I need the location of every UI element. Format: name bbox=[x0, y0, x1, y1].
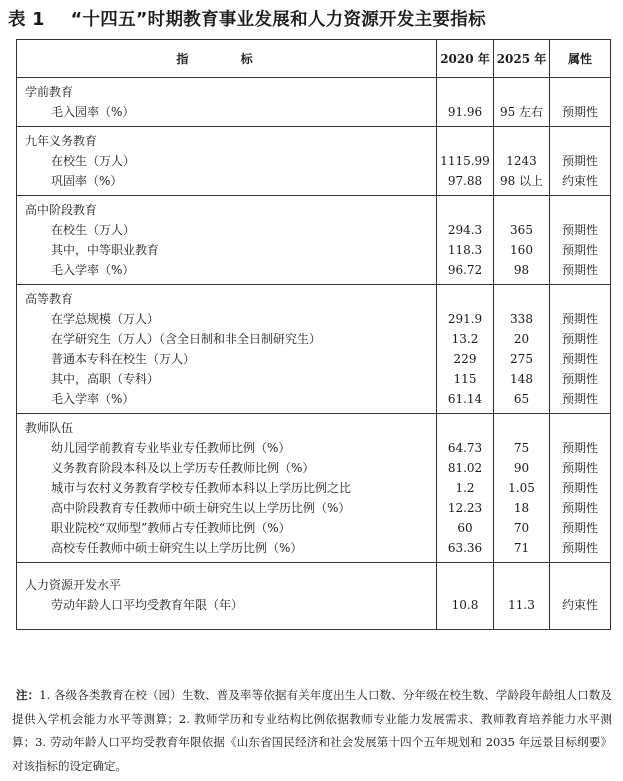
value-2025: 98 以上 bbox=[499, 174, 544, 188]
value-2020: 12.23 bbox=[447, 501, 483, 515]
value-2020: 63.36 bbox=[447, 541, 483, 555]
indicator-attribute: 预期性 bbox=[561, 461, 598, 475]
spacer bbox=[550, 200, 610, 220]
spacer bbox=[550, 289, 610, 309]
value-2025: 365 bbox=[510, 223, 533, 237]
value-2020: 291.9 bbox=[447, 312, 483, 326]
indicator-attribute: 预期性 bbox=[561, 481, 598, 495]
table-body bbox=[17, 78, 611, 630]
value-2020: 118.3 bbox=[447, 243, 483, 257]
indicator-cell bbox=[17, 196, 437, 285]
indicator-label: 幼儿园学前教育专业毕业专任教师比例（%） bbox=[51, 441, 291, 455]
value-2025: 75 bbox=[513, 441, 530, 455]
indicator-label: 其中，高职（专科） bbox=[51, 372, 160, 386]
value-2020-cell bbox=[437, 127, 494, 196]
table-note bbox=[12, 684, 612, 778]
attribute-cell bbox=[550, 127, 611, 196]
value-2025-cell bbox=[494, 285, 550, 414]
indicator-label: 义务教育阶段本科及以上学历专任教师比例（%） bbox=[51, 461, 315, 475]
section-title: 人力资源开发水平 bbox=[25, 578, 122, 592]
value-2020: 61.14 bbox=[447, 392, 483, 406]
value-2025: 70 bbox=[513, 521, 530, 535]
indicator-attribute: 预期性 bbox=[561, 243, 598, 257]
indicator-attribute: 预期性 bbox=[561, 392, 598, 406]
indicator-label: 其中，中等职业教育 bbox=[51, 243, 160, 257]
section-row bbox=[17, 563, 611, 630]
spacer bbox=[494, 82, 549, 102]
section-row bbox=[17, 196, 611, 285]
value-2025: 1.05 bbox=[508, 481, 535, 495]
value-2020: 91.96 bbox=[447, 105, 483, 119]
indicator-cell bbox=[17, 563, 437, 630]
indicator-label: 毛入园率（%） bbox=[51, 105, 135, 119]
header-attribute: 属性 bbox=[550, 40, 611, 78]
header-2020: 2020 年 bbox=[437, 40, 494, 78]
indicator-cell bbox=[17, 285, 437, 414]
value-2025: 148 bbox=[510, 372, 533, 386]
section-title: 九年义务教育 bbox=[25, 134, 98, 148]
indicator-label: 毛入学率（%） bbox=[51, 392, 135, 406]
section-row bbox=[17, 78, 611, 127]
indicator-label: 职业院校“双师型”教师占专任教师比例（%） bbox=[51, 521, 291, 535]
indicator-attribute: 预期性 bbox=[561, 521, 598, 535]
indicator-attribute: 预期性 bbox=[561, 154, 598, 168]
value-2020: 13.2 bbox=[451, 332, 479, 346]
indicator-attribute: 预期性 bbox=[561, 501, 598, 515]
value-2025: 20 bbox=[513, 332, 530, 346]
indicator-attribute: 预期性 bbox=[561, 223, 598, 237]
attribute-cell bbox=[550, 414, 611, 563]
value-2020: 97.88 bbox=[447, 174, 483, 188]
indicator-label: 普通本专科在校生（万人） bbox=[51, 352, 196, 366]
value-2025-cell bbox=[494, 196, 550, 285]
indicator-attribute: 约束性 bbox=[561, 598, 598, 612]
indicator-label: 高中阶段教育专任教师中硕士研究生以上学历比例（%） bbox=[51, 501, 351, 515]
indicator-label: 在校生（万人） bbox=[51, 154, 136, 168]
spacer bbox=[494, 418, 549, 438]
indicator-attribute: 预期性 bbox=[561, 105, 598, 119]
value-2020: 81.02 bbox=[447, 461, 483, 475]
section-title: 教师队伍 bbox=[25, 421, 74, 435]
indicator-label: 在学研究生（万人）（含全日制和非全日制研究生） bbox=[51, 332, 322, 346]
table-title-text: “十四五”时期教育事业发展和人力资源开发主要指标 bbox=[70, 10, 486, 30]
spacer bbox=[494, 131, 549, 151]
spacer bbox=[437, 82, 493, 102]
spacer bbox=[494, 289, 549, 309]
section-title: 高等教育 bbox=[25, 292, 74, 306]
spacer bbox=[550, 575, 610, 595]
header-2025: 2025 年 bbox=[494, 40, 550, 78]
value-2020-cell bbox=[437, 78, 494, 127]
value-2020: 1115.99 bbox=[440, 154, 490, 168]
header-indicator: 指 标 bbox=[17, 40, 437, 78]
indicator-label: 巩固率（%） bbox=[51, 174, 123, 188]
spacer bbox=[550, 82, 610, 102]
indicator-cell bbox=[17, 127, 437, 196]
indicator-label: 劳动年龄人口平均受教育年限（年） bbox=[51, 598, 244, 612]
indicator-attribute: 预期性 bbox=[561, 312, 598, 326]
header-row bbox=[17, 40, 611, 78]
indicator-cell bbox=[17, 78, 437, 127]
value-2020: 115 bbox=[453, 372, 477, 386]
note-label: 注： bbox=[16, 688, 40, 702]
value-2025: 90 bbox=[513, 461, 530, 475]
value-2025: 95 左右 bbox=[499, 105, 544, 119]
note-text: 1. 各级各类教育在校（园）生数、普及率等依据有关年度出生人口数、分年级在校生数、学龄段年龄组人口数及提供入学机会能力水平等测算；2. 教师学历和专业结构比例依据教师专业能力发展需求、教师教育培养能力水平测算；3. 劳动年龄人口平均受教育年限依据《山东省国民经济和社会发展第十四个五年规划和 2035 年远景目标纲要》对该指标的设定确定。 bbox=[12, 688, 613, 773]
indicators-table bbox=[16, 39, 611, 630]
table-title bbox=[8, 8, 618, 32]
indicator-attribute: 预期性 bbox=[561, 441, 598, 455]
value-2025-cell bbox=[494, 563, 550, 630]
indicator-attribute: 约束性 bbox=[561, 174, 598, 188]
value-2020: 229 bbox=[453, 352, 477, 366]
spacer bbox=[437, 575, 493, 595]
value-2025: 18 bbox=[513, 501, 530, 515]
value-2020: 60 bbox=[457, 521, 473, 535]
spacer bbox=[437, 131, 493, 151]
indicator-label: 在学总规模（万人） bbox=[51, 312, 160, 326]
table-number: 表 1 bbox=[8, 10, 45, 30]
value-2025: 98 bbox=[513, 263, 530, 277]
indicator-attribute: 预期性 bbox=[561, 352, 598, 366]
value-2020-cell bbox=[437, 563, 494, 630]
value-2025: 160 bbox=[510, 243, 533, 257]
value-2020: 96.72 bbox=[447, 263, 483, 277]
value-2020: 1.2 bbox=[455, 481, 475, 495]
attribute-cell bbox=[550, 563, 611, 630]
value-2020: 64.73 bbox=[447, 441, 483, 455]
value-2025: 1243 bbox=[506, 154, 537, 168]
value-2020: 10.8 bbox=[451, 598, 479, 612]
value-2025: 71 bbox=[513, 541, 530, 555]
value-2025: 11.3 bbox=[508, 598, 535, 612]
spacer bbox=[437, 418, 493, 438]
spacer bbox=[494, 200, 549, 220]
value-2020-cell bbox=[437, 196, 494, 285]
section-title: 高中阶段教育 bbox=[25, 203, 98, 217]
indicator-label: 毛入学率（%） bbox=[51, 263, 135, 277]
spacer bbox=[437, 289, 493, 309]
value-2020-cell bbox=[437, 285, 494, 414]
section-title: 学前教育 bbox=[25, 85, 74, 99]
attribute-cell bbox=[550, 78, 611, 127]
value-2025-cell bbox=[494, 414, 550, 563]
section-row bbox=[17, 127, 611, 196]
indicator-attribute: 预期性 bbox=[561, 541, 598, 555]
spacer bbox=[494, 575, 549, 595]
indicator-attribute: 预期性 bbox=[561, 263, 598, 277]
indicator-label: 城市与农村义务教育学校专任教师本科以上学历比例之比 bbox=[51, 481, 352, 495]
indicator-attribute: 预期性 bbox=[561, 332, 598, 346]
indicator-label: 在校生（万人） bbox=[51, 223, 136, 237]
value-2025-cell bbox=[494, 78, 550, 127]
spacer bbox=[437, 200, 493, 220]
spacer bbox=[550, 131, 610, 151]
indicator-label: 高校专任教师中硕士研究生以上学历比例（%） bbox=[51, 541, 303, 555]
value-2020-cell bbox=[437, 414, 494, 563]
section-row bbox=[17, 285, 611, 414]
attribute-cell bbox=[550, 196, 611, 285]
spacer bbox=[550, 418, 610, 438]
section-row bbox=[17, 414, 611, 563]
attribute-cell bbox=[550, 285, 611, 414]
value-2025: 65 bbox=[513, 392, 530, 406]
value-2025: 338 bbox=[510, 312, 533, 326]
value-2025-cell bbox=[494, 127, 550, 196]
indicator-attribute: 预期性 bbox=[561, 372, 598, 386]
value-2020: 294.3 bbox=[447, 223, 483, 237]
value-2025: 275 bbox=[510, 352, 533, 366]
indicator-cell bbox=[17, 414, 437, 563]
